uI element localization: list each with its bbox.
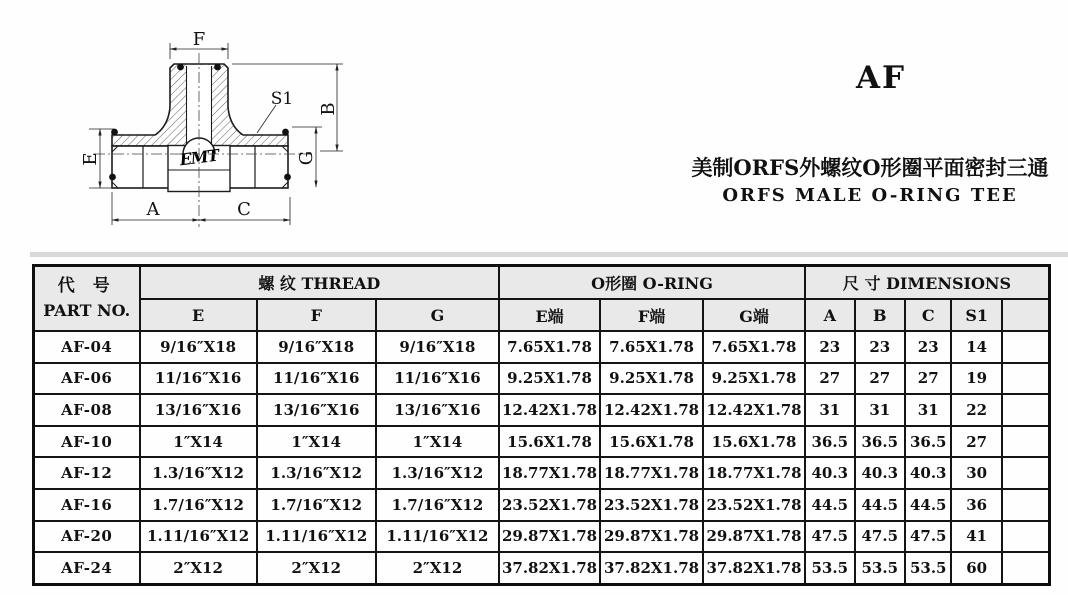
dim-label-f: F bbox=[192, 29, 206, 50]
cell-og: 9.25X1.78 bbox=[703, 363, 805, 395]
cell-a: 23 bbox=[805, 331, 854, 363]
dim-label-e: E bbox=[80, 152, 101, 166]
dim-label-g: G bbox=[296, 150, 317, 166]
cell-a: 44.5 bbox=[805, 489, 854, 521]
cell-e: 1.11/16″X12 bbox=[140, 521, 257, 553]
cell-f: 9/16″X18 bbox=[257, 331, 376, 363]
table-row bbox=[34, 521, 1050, 553]
header-empty bbox=[1002, 299, 1050, 331]
cell-of: 15.6X1.78 bbox=[600, 426, 703, 458]
table-row bbox=[34, 363, 1050, 395]
product-title-cn: 美制ORFS外螺纹O形圈平面密封三通 bbox=[691, 155, 1049, 180]
cell-a: 36.5 bbox=[805, 426, 854, 458]
page-divider bbox=[30, 252, 1068, 257]
dim-label-a: A bbox=[146, 199, 160, 220]
table-row bbox=[34, 552, 1050, 584]
cell-s1: 30 bbox=[951, 457, 1001, 489]
cell-s1: 19 bbox=[951, 363, 1001, 395]
cell-c: 40.3 bbox=[905, 457, 951, 489]
cell-og: 29.87X1.78 bbox=[703, 521, 805, 553]
cell-e: 13/16″X16 bbox=[140, 394, 257, 426]
cell-c: 31 bbox=[905, 394, 951, 426]
cell-of: 7.65X1.78 bbox=[600, 331, 703, 363]
cell-part: AF-12 bbox=[34, 457, 140, 489]
cell-og: 18.77X1.78 bbox=[703, 457, 805, 489]
cell-empty bbox=[1002, 457, 1050, 489]
cell-c: 36.5 bbox=[905, 426, 951, 458]
cell-f: 1.3/16″X12 bbox=[257, 457, 376, 489]
title-block bbox=[688, 60, 1052, 206]
cell-g: 13/16″X16 bbox=[376, 394, 499, 426]
cell-b: 53.5 bbox=[855, 552, 905, 584]
cell-part: AF-20 bbox=[34, 521, 140, 553]
cell-g: 1.3/16″X12 bbox=[376, 457, 499, 489]
header-oring-group: O形圈 O-RING bbox=[499, 266, 805, 300]
cell-b: 40.3 bbox=[855, 457, 905, 489]
cell-part: AF-10 bbox=[34, 426, 140, 458]
cell-of: 29.87X1.78 bbox=[600, 521, 703, 553]
cell-part: AF-24 bbox=[34, 552, 140, 584]
cell-c: 47.5 bbox=[905, 521, 951, 553]
table-row bbox=[34, 489, 1050, 521]
cell-b: 31 bbox=[855, 394, 905, 426]
cell-part: AF-08 bbox=[34, 394, 140, 426]
cell-of: 18.77X1.78 bbox=[600, 457, 703, 489]
cell-a: 31 bbox=[805, 394, 854, 426]
cell-og: 37.82X1.78 bbox=[703, 552, 805, 584]
cell-b: 44.5 bbox=[855, 489, 905, 521]
cell-f: 2″X12 bbox=[257, 552, 376, 584]
dim-label-s1: S1 bbox=[270, 89, 294, 109]
cell-f: 1.7/16″X12 bbox=[257, 489, 376, 521]
cell-e: 11/16″X16 bbox=[140, 363, 257, 395]
header-dim-a: A bbox=[805, 299, 854, 331]
spec-table bbox=[32, 264, 1051, 586]
cell-s1: 36 bbox=[951, 489, 1001, 521]
cell-f: 11/16″X16 bbox=[257, 363, 376, 395]
header-dimensions-group: 尺 寸 DIMENSIONS bbox=[805, 266, 1049, 300]
cell-b: 27 bbox=[855, 363, 905, 395]
cell-empty bbox=[1002, 489, 1050, 521]
dim-label-b: B bbox=[318, 102, 339, 116]
header-part-no bbox=[34, 266, 140, 332]
cell-c: 27 bbox=[905, 363, 951, 395]
table-header-row-groups bbox=[34, 266, 1050, 300]
table-header-row-cols bbox=[34, 299, 1050, 331]
cell-c: 53.5 bbox=[905, 552, 951, 584]
cell-part: AF-04 bbox=[34, 331, 140, 363]
cell-oe: 37.82X1.78 bbox=[499, 552, 600, 584]
header-dim-c: C bbox=[905, 299, 951, 331]
cell-empty bbox=[1002, 394, 1050, 426]
product-title-en: ORFS MALE O-RING TEE bbox=[722, 185, 1018, 206]
header-thread-e: E bbox=[140, 299, 257, 331]
cell-g: 1.11/16″X12 bbox=[376, 521, 499, 553]
cell-b: 47.5 bbox=[855, 521, 905, 553]
header-part-no-en: PART NO. bbox=[43, 301, 131, 321]
cell-f: 1″X14 bbox=[257, 426, 376, 458]
cell-a: 47.5 bbox=[805, 521, 854, 553]
header-thread-group: 螺 纹 THREAD bbox=[140, 266, 500, 300]
cell-e: 1.7/16″X12 bbox=[140, 489, 257, 521]
cell-g: 2″X12 bbox=[376, 552, 499, 584]
cell-e: 9/16″X18 bbox=[140, 331, 257, 363]
cell-of: 9.25X1.78 bbox=[600, 363, 703, 395]
cell-og: 15.6X1.78 bbox=[703, 426, 805, 458]
cell-s1: 14 bbox=[951, 331, 1001, 363]
cell-oe: 7.65X1.78 bbox=[499, 331, 600, 363]
cell-empty bbox=[1002, 552, 1050, 584]
cell-e: 2″X12 bbox=[140, 552, 257, 584]
cell-empty bbox=[1002, 331, 1050, 363]
header-oring-e: E端 bbox=[499, 299, 600, 331]
cell-g: 11/16″X16 bbox=[376, 363, 499, 395]
cell-part: AF-16 bbox=[34, 489, 140, 521]
cell-b: 36.5 bbox=[855, 426, 905, 458]
header-dim-b: B bbox=[855, 299, 905, 331]
brand-logo: EMT bbox=[178, 145, 220, 170]
table-row bbox=[34, 394, 1050, 426]
cell-s1: 60 bbox=[951, 552, 1001, 584]
cell-s1: 27 bbox=[951, 426, 1001, 458]
cell-c: 44.5 bbox=[905, 489, 951, 521]
cell-oe: 23.52X1.78 bbox=[499, 489, 600, 521]
cell-c: 23 bbox=[905, 331, 951, 363]
cell-oe: 29.87X1.78 bbox=[499, 521, 600, 553]
cell-og: 7.65X1.78 bbox=[703, 331, 805, 363]
spec-table-body bbox=[34, 331, 1050, 584]
dim-label-c: C bbox=[237, 199, 251, 220]
tee-fitting-drawing bbox=[55, 15, 355, 233]
cell-g: 1″X14 bbox=[376, 426, 499, 458]
cell-of: 12.42X1.78 bbox=[600, 394, 703, 426]
cell-oe: 9.25X1.78 bbox=[499, 363, 600, 395]
cell-s1: 41 bbox=[951, 521, 1001, 553]
cell-e: 1.3/16″X12 bbox=[140, 457, 257, 489]
cell-part: AF-06 bbox=[34, 363, 140, 395]
cell-e: 1″X14 bbox=[140, 426, 257, 458]
cell-f: 1.11/16″X12 bbox=[257, 521, 376, 553]
header-oring-g: G端 bbox=[703, 299, 805, 331]
cell-b: 23 bbox=[855, 331, 905, 363]
cell-of: 23.52X1.78 bbox=[600, 489, 703, 521]
cell-empty bbox=[1002, 521, 1050, 553]
cell-og: 12.42X1.78 bbox=[703, 394, 805, 426]
table-row bbox=[34, 426, 1050, 458]
cell-oe: 18.77X1.78 bbox=[499, 457, 600, 489]
cell-g: 9/16″X18 bbox=[376, 331, 499, 363]
cell-og: 23.52X1.78 bbox=[703, 489, 805, 521]
header-oring-f: F端 bbox=[600, 299, 703, 331]
header-part-no-cn: 代 号 bbox=[57, 275, 116, 296]
table-row bbox=[34, 331, 1050, 363]
cell-oe: 15.6X1.78 bbox=[499, 426, 600, 458]
cell-empty bbox=[1002, 426, 1050, 458]
cell-a: 53.5 bbox=[805, 552, 854, 584]
table-row bbox=[34, 457, 1050, 489]
cell-oe: 12.42X1.78 bbox=[499, 394, 600, 426]
header-thread-g: G bbox=[376, 299, 499, 331]
cell-g: 1.7/16″X12 bbox=[376, 489, 499, 521]
cell-a: 40.3 bbox=[805, 457, 854, 489]
header-dim-s1: S1 bbox=[951, 299, 1001, 331]
cell-a: 27 bbox=[805, 363, 854, 395]
cell-f: 13/16″X16 bbox=[257, 394, 376, 426]
series-code: AF bbox=[855, 60, 907, 96]
cell-s1: 22 bbox=[951, 394, 1001, 426]
header-thread-f: F bbox=[257, 299, 376, 331]
cell-of: 37.82X1.78 bbox=[600, 552, 703, 584]
cell-empty bbox=[1002, 363, 1050, 395]
